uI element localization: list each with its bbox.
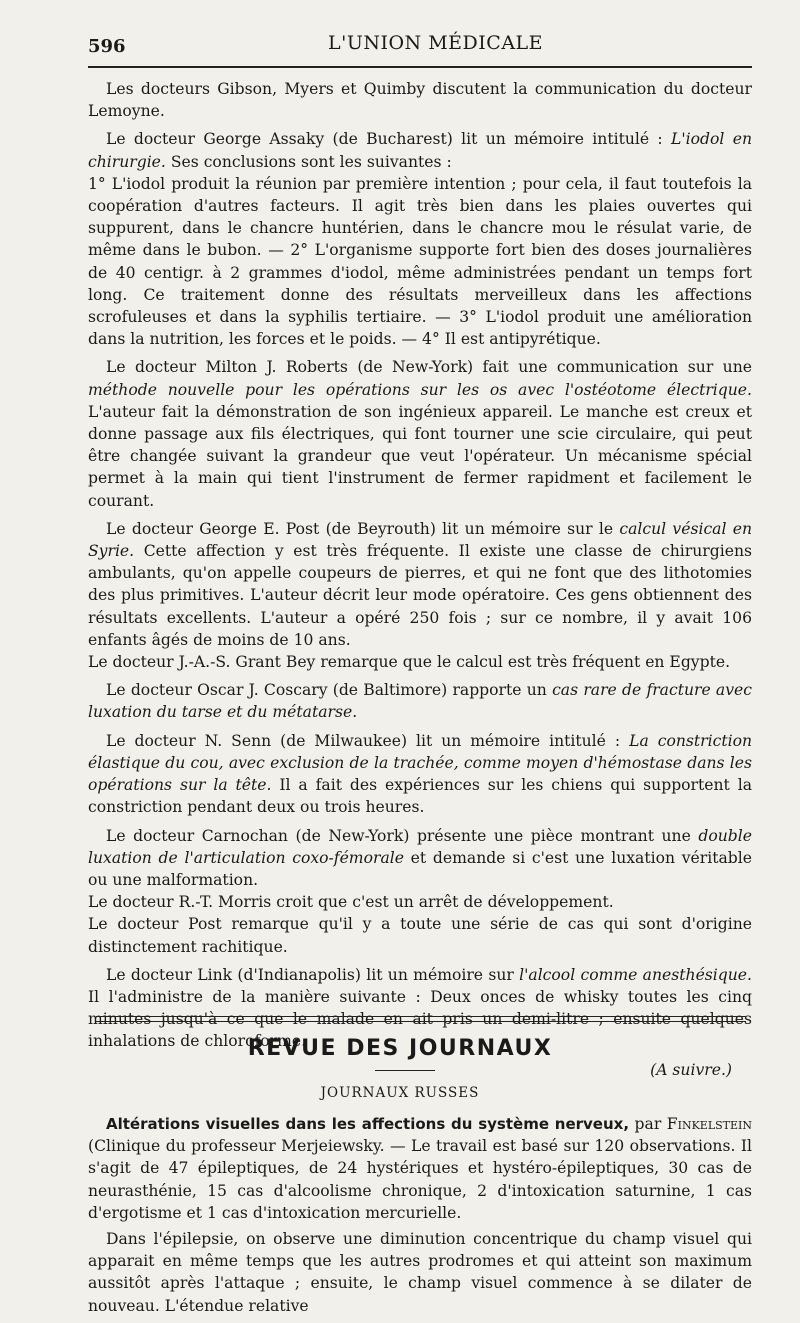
text: Le docteur Oscar J. Coscary (de Baltimore) rapporte un (106, 681, 553, 700)
text: Le docteur R.-T. Morris croit que c'est un arrêt de développement. (88, 893, 614, 912)
text: (Clinique du professeur Merjeiewsky. — Le travail est basé sur 120 observations. Il s'agit de 47 épileptiques, de 24 hystériques et hystéro-épileptiques, 30 cas de neurasthénie, 15 cas d'alcoolisme chronique, 2 d'intoxication saturnine, 1 cas d'ergotisme et 1 cas d'intoxication mercurielle. (88, 1137, 752, 1222)
paragraph (88, 730, 752, 819)
to-be-continued: (A suivre.) (650, 1060, 732, 1079)
text: Le docteur Milton J. Roberts (de New-York) fait une communication sur une (106, 358, 752, 377)
journal-title: L'UNION MÉDICALE (328, 32, 544, 54)
text: Le docteur Post remarque qu'il y a toute une série de cas qui sont d'origine distinctement rachitique. (88, 915, 752, 956)
text: Dans l'épilepsie, on observe une diminution concentrique du champ visuel qui apparait en même temps que les autres prodromes et qui atteint son maximum aussitôt après l'attaque ; ensuite, le champ visuel commence à se dilater de nouveau. L'étendue relative (88, 1230, 752, 1315)
text: Le docteur George Assaky (de Bucharest) lit un mémoire intitulé : (106, 130, 672, 149)
subsection-title: JOURNAUX RUSSES (320, 1085, 480, 1101)
italic-title: méthode nouvelle pour les opérations sur les os avec l'ostéotome électrique. (88, 380, 752, 399)
text: L'auteur fait la démonstration de son ingénieux appareil. Le manche est creux et donne passage aux fils électriques, qui font tourner une scie circulaire, qui peut être changée suivant la grandeur que veut l'opérateur. Un mécanisme spécial permet à la main qui tient l'instrument de fermer rapidment et facilement le courant. (88, 402, 752, 510)
text: Le docteur George E. Post (de Beyrouth) lit un mémoire sur le (106, 519, 620, 538)
header-rule (88, 66, 752, 68)
text: Le docteur Link (d'Indianapolis) lit un mémoire sur (106, 965, 520, 984)
review-body (88, 1113, 752, 1321)
paragraph (88, 518, 752, 673)
text: Cette affection y est très fréquente. Il existe une classe de chirurgiens ambulants, qu'on appelle coupeurs de pierres, et qui ne font que des lithotomies des plus primitives. L'auteur décrit leur mode opératoire. Ces gens obtiennent des résultats excellents. L'auteur a opéré 250 fois ; sur ce nombre, il y avait 106 enfants âgés de moins de 10 ans. (88, 542, 752, 649)
text: Ses conclusions sont les suivantes : (165, 152, 452, 171)
page-header (88, 28, 752, 58)
paragraph (88, 128, 752, 350)
text: Le docteur Carnochan (de New-York) présente une pièce montrant une (106, 826, 699, 845)
text: Le docteur N. Senn (de Milwaukee) lit un mémoire intitulé : (106, 731, 630, 750)
review-article-title: Altérations visuelles dans les affections du système nerveux, (106, 1115, 630, 1133)
text: par (629, 1115, 667, 1133)
text: 1° L'iodol produit la réunion par première intention ; pour cela, il faut toutefois la coopération d'autres facteurs. Il agit très bien dans les plaies ouvertes qui suppurent, dans le chancre huntérien, dans le chancre mou le résulat varie, de même dans le bubon. — 2° L'organisme supporte fort bien des doses journalières de 40 centigr. à 2 grammes d'iodol, même administrées pendant un temps fort long. Ce traitement donne des résultats merveilleux dans les affections scrofuleuses et dans la syphilis tertiaire. — 3° L'iodol produit une amélioration dans la nutrition, les forces et le poids. — 4° Il est antipyrétique. (88, 174, 752, 349)
text: et demande si c'est une luxation véritable ou une malformation. (88, 848, 752, 889)
italic-title: cas rare de fracture avec luxation du tarse et du métatarse. (88, 681, 752, 722)
section-divider (96, 1016, 746, 1022)
paragraph (88, 825, 752, 958)
italic-title: calcul vésical en Syrie. (88, 519, 752, 561)
italic-title: L'iodol en chirurgie. (88, 130, 752, 171)
paragraph (88, 356, 752, 511)
paragraph (88, 1113, 752, 1224)
text: Le docteur J.-A.-S. Grant Bey remarque que le calcul est très fréquent en Egypte. (88, 653, 731, 672)
italic-title: La constriction élastique du cou, avec exclusion de la trachée, comme moyen d'hémostase dans les opérations sur la tête. (88, 731, 753, 795)
text: Les docteurs Gibson, Myers et Quimby discutent la communication du docteur Lemoyne. (88, 80, 752, 121)
paragraph (88, 1228, 752, 1317)
text: Il a fait des expériences sur les chiens qui supportent la constriction pendant deux ou trois heures. (88, 776, 753, 817)
page-number: 596 (88, 36, 126, 57)
paragraph (88, 78, 752, 122)
review-author: Finkelstein (666, 1115, 752, 1133)
paragraph (88, 679, 752, 723)
italic-title: double luxation de l'articulation coxo-fémorale (88, 826, 752, 867)
article-body (88, 78, 752, 1087)
section-title: REVUE DES JOURNAUX (247, 1036, 553, 1061)
text: Il l'administre de la manière suivante : Deux onces de whisky toutes les cinq minutes jusqu'à ce que le malade en ait pris un demi-litre ; ensuite quelques inhalations de chloroforme. (88, 987, 752, 1051)
italic-title: l'alcool comme anesthésique. (519, 965, 752, 984)
title-rule (375, 1070, 435, 1071)
